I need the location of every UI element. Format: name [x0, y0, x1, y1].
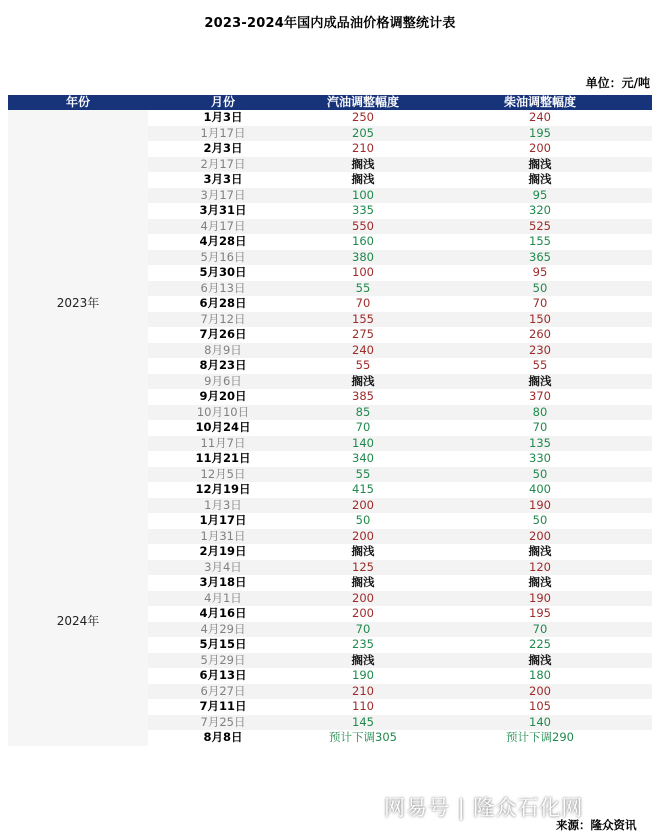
gasoline-cell: 210 [298, 684, 428, 700]
gasoline-cell: 210 [298, 141, 428, 157]
month-cell: 1月31日 [148, 529, 298, 545]
diesel-cell: 200 [428, 529, 652, 545]
month-cell: 9月20日 [148, 389, 298, 405]
gasoline-cell: 200 [298, 529, 428, 545]
diesel-cell: 50 [428, 467, 652, 483]
gasoline-cell: 55 [298, 467, 428, 483]
month-cell: 6月28日 [148, 296, 298, 312]
diesel-cell: 搁浅 [428, 172, 652, 188]
month-cell: 1月17日 [148, 126, 298, 142]
month-cell: 4月28日 [148, 234, 298, 250]
diesel-cell: 70 [428, 296, 652, 312]
diesel-cell: 120 [428, 560, 652, 576]
diesel-cell: 95 [428, 265, 652, 281]
diesel-cell: 230 [428, 343, 652, 359]
diesel-cell: 260 [428, 327, 652, 343]
month-cell: 3月18日 [148, 575, 298, 591]
month-cell: 6月27日 [148, 684, 298, 700]
diesel-cell: 105 [428, 699, 652, 715]
month-cell: 10月24日 [148, 420, 298, 436]
watermark-text: 网易号 | 隆众石化网 [384, 796, 584, 820]
month-cell: 9月6日 [148, 374, 298, 390]
month-cell: 4月17日 [148, 219, 298, 235]
header-diesel: 柴油调整幅度 [428, 95, 652, 110]
diesel-cell: 搁浅 [428, 374, 652, 390]
table-body [8, 110, 652, 746]
gasoline-cell: 50 [298, 513, 428, 529]
month-cell: 12月19日 [148, 482, 298, 498]
diesel-cell: 搁浅 [428, 544, 652, 560]
gasoline-cell: 155 [298, 312, 428, 328]
month-cell: 8月9日 [148, 343, 298, 359]
gasoline-cell: 335 [298, 203, 428, 219]
gasoline-cell: 200 [298, 591, 428, 607]
gasoline-cell: 415 [298, 482, 428, 498]
month-cell: 6月13日 [148, 281, 298, 297]
gasoline-cell: 预计下调305 [298, 730, 428, 746]
diesel-cell: 320 [428, 203, 652, 219]
month-cell: 1月3日 [148, 498, 298, 514]
diesel-cell: 180 [428, 668, 652, 684]
header-gasoline: 汽油调整幅度 [298, 95, 428, 110]
diesel-cell: 50 [428, 513, 652, 529]
gasoline-cell: 搁浅 [298, 653, 428, 669]
month-cell: 7月12日 [148, 312, 298, 328]
gasoline-cell: 70 [298, 420, 428, 436]
year-cell: 2024年 [8, 498, 148, 746]
month-cell: 6月13日 [148, 668, 298, 684]
gasoline-cell: 110 [298, 699, 428, 715]
gasoline-cell: 55 [298, 281, 428, 297]
diesel-cell: 195 [428, 606, 652, 622]
table-header-row [8, 95, 652, 110]
diesel-cell: 搁浅 [428, 653, 652, 669]
month-cell: 5月29日 [148, 653, 298, 669]
gasoline-cell: 100 [298, 265, 428, 281]
month-cell: 2月17日 [148, 157, 298, 173]
gasoline-cell: 385 [298, 389, 428, 405]
month-cell: 3月4日 [148, 560, 298, 576]
gasoline-cell: 搁浅 [298, 544, 428, 560]
gasoline-cell: 380 [298, 250, 428, 266]
gasoline-cell: 205 [298, 126, 428, 142]
month-cell: 3月17日 [148, 188, 298, 204]
gasoline-cell: 160 [298, 234, 428, 250]
gasoline-cell: 140 [298, 436, 428, 452]
diesel-cell: 525 [428, 219, 652, 235]
table-row [8, 498, 652, 514]
source-label: 来源：隆众资讯 [556, 818, 637, 832]
gasoline-cell: 搁浅 [298, 575, 428, 591]
gasoline-cell: 70 [298, 296, 428, 312]
month-cell: 8月23日 [148, 358, 298, 374]
gasoline-cell: 190 [298, 668, 428, 684]
month-cell: 8月8日 [148, 730, 298, 746]
diesel-cell: 80 [428, 405, 652, 421]
month-cell: 10月10日 [148, 405, 298, 421]
diesel-cell: 225 [428, 637, 652, 653]
month-cell: 2月3日 [148, 141, 298, 157]
gasoline-cell: 125 [298, 560, 428, 576]
diesel-cell: 55 [428, 358, 652, 374]
month-cell: 4月16日 [148, 606, 298, 622]
diesel-cell: 搁浅 [428, 157, 652, 173]
diesel-cell: 搁浅 [428, 575, 652, 591]
month-cell: 4月1日 [148, 591, 298, 607]
month-cell: 2月19日 [148, 544, 298, 560]
diesel-cell: 400 [428, 482, 652, 498]
gasoline-cell: 搁浅 [298, 374, 428, 390]
diesel-cell: 195 [428, 126, 652, 142]
diesel-cell: 50 [428, 281, 652, 297]
gasoline-cell: 550 [298, 219, 428, 235]
month-cell: 11月21日 [148, 451, 298, 467]
month-cell: 3月31日 [148, 203, 298, 219]
gasoline-cell: 70 [298, 622, 428, 638]
month-cell: 7月26日 [148, 327, 298, 343]
month-cell: 5月16日 [148, 250, 298, 266]
gasoline-cell: 275 [298, 327, 428, 343]
gasoline-cell: 250 [298, 110, 428, 126]
diesel-cell: 190 [428, 591, 652, 607]
gasoline-cell: 55 [298, 358, 428, 374]
diesel-cell: 135 [428, 436, 652, 452]
gasoline-cell: 搁浅 [298, 157, 428, 173]
diesel-cell: 190 [428, 498, 652, 514]
month-cell: 4月29日 [148, 622, 298, 638]
month-cell: 11月7日 [148, 436, 298, 452]
gasoline-cell: 85 [298, 405, 428, 421]
gasoline-cell: 340 [298, 451, 428, 467]
diesel-cell: 370 [428, 389, 652, 405]
gasoline-cell: 100 [298, 188, 428, 204]
diesel-cell: 200 [428, 141, 652, 157]
gasoline-cell: 235 [298, 637, 428, 653]
gasoline-cell: 240 [298, 343, 428, 359]
year-cell: 2023年 [8, 110, 148, 498]
diesel-cell: 330 [428, 451, 652, 467]
price-adjustment-table [8, 95, 652, 746]
diesel-cell: 200 [428, 684, 652, 700]
month-cell: 5月30日 [148, 265, 298, 281]
month-cell: 1月3日 [148, 110, 298, 126]
month-cell: 1月17日 [148, 513, 298, 529]
table-row [8, 110, 652, 126]
diesel-cell: 365 [428, 250, 652, 266]
header-month: 月份 [148, 95, 298, 110]
unit-label: 单位：元/吨 [585, 76, 650, 90]
month-cell: 12月5日 [148, 467, 298, 483]
gasoline-cell: 145 [298, 715, 428, 731]
month-cell: 3月3日 [148, 172, 298, 188]
diesel-cell: 155 [428, 234, 652, 250]
month-cell: 7月11日 [148, 699, 298, 715]
diesel-cell: 140 [428, 715, 652, 731]
diesel-cell: 70 [428, 420, 652, 436]
month-cell: 7月25日 [148, 715, 298, 731]
diesel-cell: 150 [428, 312, 652, 328]
month-cell: 5月15日 [148, 637, 298, 653]
diesel-cell: 70 [428, 622, 652, 638]
diesel-cell: 95 [428, 188, 652, 204]
document-title: 2023-2024年国内成品油价格调整统计表 [204, 16, 456, 31]
gasoline-cell: 搁浅 [298, 172, 428, 188]
header-year: 年份 [8, 95, 148, 110]
diesel-cell: 240 [428, 110, 652, 126]
gasoline-cell: 200 [298, 606, 428, 622]
gasoline-cell: 200 [298, 498, 428, 514]
diesel-cell: 预计下调290 [428, 730, 652, 746]
